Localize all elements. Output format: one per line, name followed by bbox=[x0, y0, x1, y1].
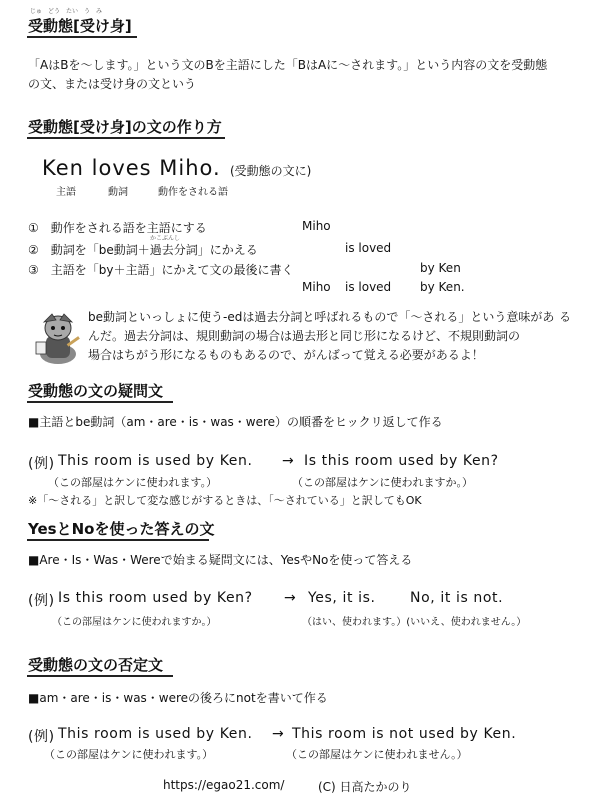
section-title-passive-voice: 受動態[受け身] bbox=[28, 17, 132, 35]
question-example-statement: This room is used by Ken. bbox=[58, 453, 253, 469]
tip-line-1: be動詞といっしょに使う-edは過去分詞と呼ばれるもので「～される」という意味があ bbox=[88, 310, 555, 324]
negative-example-prefix: (例) bbox=[28, 729, 55, 745]
yes-no-example-question: Is this room used by Ken? bbox=[58, 590, 253, 606]
label-verb: 動詞 bbox=[108, 187, 128, 198]
mascot-teacher-illustration bbox=[30, 306, 85, 366]
step-2-result: is loved bbox=[345, 241, 392, 255]
section-title-question: 受動態の文の疑問文 bbox=[28, 382, 164, 400]
title-ruby: じゅ どう たい う み bbox=[30, 8, 103, 15]
arrow-icon: → bbox=[284, 590, 297, 606]
step-3: ③ 主語を「by＋主語」にかえて文の最後に書く bbox=[28, 263, 294, 277]
step-1: ① 動作をされる語を主語にする bbox=[28, 221, 207, 235]
tip-line-3: んだ。過去分詞は、規則動詞の場合は過去形と同じ形になるけど、不規則動詞の bbox=[88, 329, 521, 343]
step-1-result: Miho bbox=[302, 219, 331, 233]
negative-example-neg-jp: （この部屋はケンに使われません。） bbox=[286, 748, 468, 761]
yes-no-answer-jp: （はい、使われます。）(いいえ、使われません。） bbox=[302, 617, 527, 628]
tip-line-2: る bbox=[559, 310, 572, 324]
title-underline bbox=[27, 675, 173, 677]
title-underline bbox=[27, 539, 209, 541]
negative-example-negative: This room is not used by Ken. bbox=[292, 726, 517, 742]
final-agent: by Ken. bbox=[420, 280, 465, 294]
footer-copyright: (C) 日高たかのり bbox=[318, 780, 412, 794]
example-note: (受動態の文に) bbox=[230, 164, 312, 178]
step-3-result: by Ken bbox=[420, 261, 461, 275]
question-rule: ■主語とbe動詞（am・are・is・was・were）の順番をヒックリ返して作る bbox=[28, 415, 443, 429]
yes-no-example-prefix: (例) bbox=[28, 593, 55, 609]
negative-example-jp: （この部屋はケンに使われます。） bbox=[44, 748, 214, 761]
step-2: ② 動詞を「be動詞＋過去分詞」にかえる bbox=[28, 243, 258, 257]
tip-line-4: 場合はちがう形になるものもあるので、がんばって覚える必要があるよ！ bbox=[88, 348, 484, 362]
yes-no-question-jp: （この部屋はケンに使われますか。） bbox=[52, 617, 217, 628]
title-underline bbox=[27, 36, 137, 38]
section-title-how-to-make: 受動態[受け身]の文の作り方 bbox=[28, 118, 222, 136]
negative-rule: ■am・are・is・was・wereの後ろにnotを書いて作る bbox=[28, 691, 328, 705]
arrow-icon: → bbox=[272, 726, 285, 742]
label-object: 動作をされる語 bbox=[158, 187, 228, 198]
translation-note: ※「～される」と訳して変な感じがするときは、「～されている」と訳してもOK bbox=[28, 494, 422, 507]
answer-yes: Yes, it is. bbox=[308, 590, 376, 606]
ruby-past-participle: かこぶんし bbox=[150, 235, 181, 242]
section-title-negative: 受動態の文の否定文 bbox=[28, 656, 164, 674]
title-underline bbox=[27, 401, 173, 403]
arrow-icon: → bbox=[282, 453, 295, 469]
question-example-q-jp: （この部屋はケンに使われますか。） bbox=[292, 476, 473, 489]
definition-line-2: の文、または受け身の文という bbox=[28, 77, 197, 91]
question-example-prefix: (例) bbox=[28, 456, 55, 472]
final-verb: is loved bbox=[345, 280, 392, 294]
example-sentence: Ken loves Miho. bbox=[42, 156, 221, 180]
question-example-jp: （この部屋はケンに使われます。） bbox=[48, 476, 218, 489]
question-example-question: Is this room used by Ken? bbox=[304, 453, 499, 469]
label-subject: 主語 bbox=[56, 187, 76, 198]
definition-line-1: 「AはBを～します。」という文のBを主語にした「BはAに～されます。」という内容の文を受動態 bbox=[28, 58, 548, 72]
footer-url[interactable]: https://egao21.com/ bbox=[163, 778, 285, 792]
title-underline bbox=[27, 137, 225, 139]
yes-no-rule: ■Are・Is・Was・Wereで始まる疑問文には、YesやNoを使って答える bbox=[28, 553, 413, 567]
final-subject: Miho bbox=[302, 280, 331, 294]
section-title-yes-no: YesとNoを使った答えの文 bbox=[28, 520, 215, 538]
negative-example-statement: This room is used by Ken. bbox=[58, 726, 253, 742]
answer-no: No, it is not. bbox=[410, 590, 504, 606]
